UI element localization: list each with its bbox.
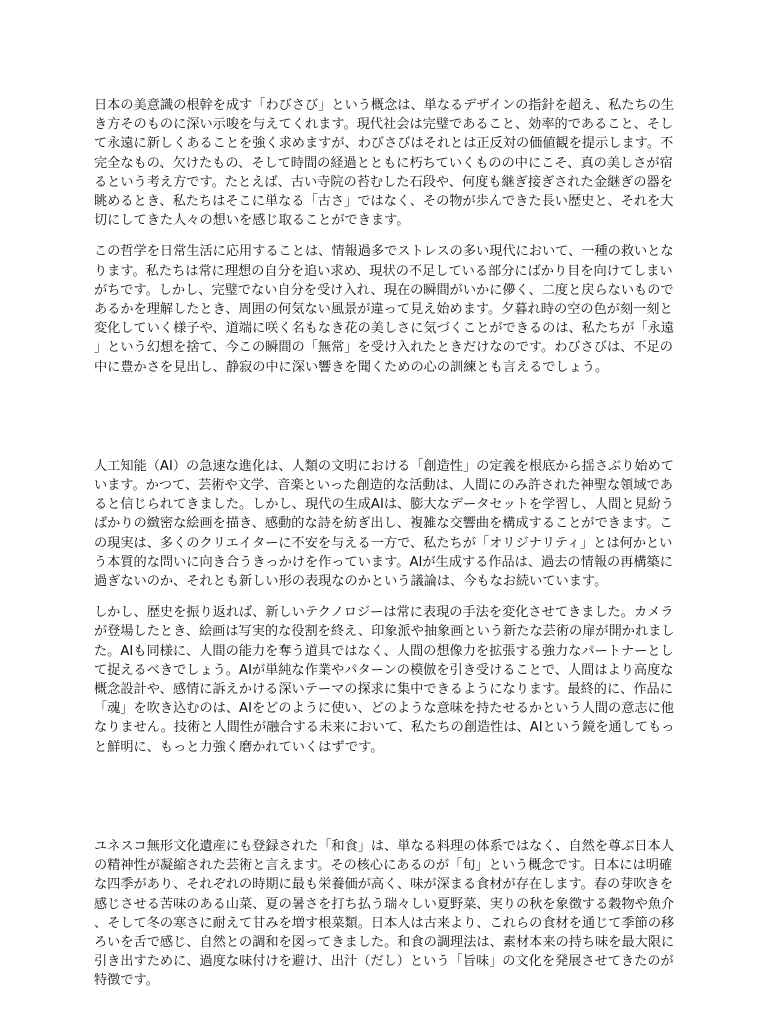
paragraph: しかし、歴史を振り返れば、新しいテクノロジーは常に表現の手法を変化させてきました。カメラが登場したとき、絵画は写実的な役割を終え、印象派や抽象画という新たな芸術の扉が開かれました。AIも同様に、人間の能力を奪う道具ではなく、人間の想像力を拡張する強力なパートナーとして捉えるべきでしょう。AIが単純な作業やパターンの模倣を引き受けることで、人間はより高度な概念設計や、感情に訴えかける深いテーマの探求に集中できるようになります。最終的に、作品に「魂」を吹き込むのは、AIをどのように使い、どのような意味を持たせるかという人間の意志に他なりません。技術と人間性が融合する未来において、私たちの創造性は、AIという鏡を通してもっと鮮明に、もっと力強く磨かれていくはずです。: [94, 605, 675, 755]
paragraph: ユネスコ無形文化遺産にも登録された「和食」は、単なる料理の体系ではなく、自然を尊ぶ日本人の精神性が凝縮された芸術と言えます。その核心にあるのが「旬」という概念です。日本には明確な四季があり、それぞれの時期に最も栄養価が高く、味が深まる食材が存在します。春の芽吹きを感じさせる苦味のある山菜、夏の暑さを打ち払う瑞々しい夏野菜、実りの秋を象徴する穀物や魚介、そして冬の寒さに耐えて甘みを増す根菜類。日本人は古来より、これらの食材を通じて季節の移ろいを舌で感じ、自然との調和を図ってきました。和食の調理法は、素材本来の持ち味を最大限に引き出すために、過度な味付けを避け、出汁（だし）という「旨味」の文化を発展させてきたのが特徴です。: [94, 838, 675, 989]
document-page: [94, 96, 677, 991]
paragraph: 人工知能（AI）の急速な進化は、人類の文明における「創造性」の定義を根底から揺さぶり始めています。かつて、芸術や文学、音楽といった創造的な活動は、人間にのみ許された神聖な領域であると信じられてきました。しかし、現代の生成AIは、膨大なデータセットを学習し、人間と見紛うばかりの緻密な絵画を描き、感動的な詩を紡ぎ出し、複雑な交響曲を構成することができます。この現実は、多くのクリエイターに不安を与える一方で、私たちが「オリジナリティ」とは何かという本質的な問いに向き合うきっかけを作っています。AIが生成する作品は、過去の情報の再構築に過ぎないのか、それとも新しい形の表現なのかという議論は、今もなお続いています。: [94, 458, 674, 590]
section-wabisabi: [94, 96, 677, 377]
section-spacer: [94, 377, 677, 457]
section-ai-creativity: [94, 457, 677, 757]
section-spacer: [94, 757, 677, 837]
paragraph-spacer: [94, 230, 677, 242]
paragraph-spacer: [94, 591, 677, 603]
paragraph: この哲学を日常生活に応用することは、情報過多でストレスの多い現代において、一種の救いとなります。私たちは常に理想の自分を追い求め、現状の不足している部分にばかり目を向けてしまいがちです。しかし、完璧でない自分を受け入れ、現在の瞬間がいかに儚く、二度と戻らないものであるかを理解したとき、周囲の何気ない風景が違って見え始めます。夕暮れ時の空の色が刻一刻と変化していく様子や、道端に咲く名もなき花の美しさに気づくことができるのは、私たちが「永遠」という幻想を捨て、今この瞬間の「無常」を受け入れたときだけなのです。わびさびは、不足の中に豊かさを見出し、静寂の中に深い響きを聞くための心の訓練とも言えるでしょう。: [94, 244, 674, 375]
section-washoku: [94, 837, 677, 991]
paragraph: 日本の美意識の根幹を成す「わびさび」という概念は、単なるデザインの指針を超え、私たちの生き方そのものに深い示唆を与えてくれます。現代社会は完璧であること、効率的であること、そして永遠に新しくあることを強く求めますが、わびさびはそれとは正反対の価値観を提示します。不完全なもの、欠けたもの、そして時間の経過とともに朽ちていくものの中にこそ、真の美しさが宿るという考え方です。たとえば、古い寺院の苔むした石段や、何度も継ぎ接ぎされた金継ぎの器を眺めるとき、私たちはそこに単なる「古さ」ではなく、その物が歩んできた長い歴史と、それを大切にしてきた人々の想いを感じ取ることができます。: [94, 98, 675, 229]
